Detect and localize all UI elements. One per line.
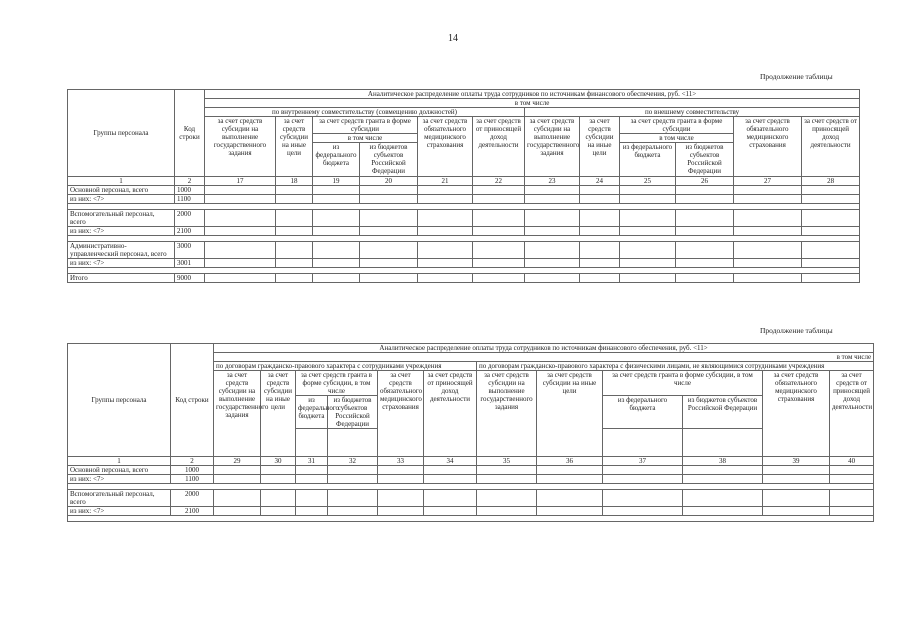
- cell: [261, 475, 296, 484]
- row-code: 9000: [175, 274, 205, 283]
- col-income: за счет средств от приносящей доход деятельности: [473, 117, 525, 177]
- col-oms-ext: за счет средств обязательного медицинского страхования: [763, 371, 830, 457]
- table-row: [68, 242, 860, 259]
- num-cell: 24: [580, 177, 620, 186]
- cell: [418, 195, 473, 204]
- header-group: Группы персонала: [68, 90, 175, 177]
- header-internal: по внутреннему совместительству (совмещению должностей): [205, 108, 525, 117]
- num-cell: 35: [477, 457, 537, 466]
- col-reg-ext: из бюджетов субъектов Российской Федерации: [676, 143, 734, 177]
- num-cell: 28: [802, 177, 860, 186]
- cell: [418, 186, 473, 195]
- cell: [525, 259, 580, 268]
- cell: [525, 186, 580, 195]
- cell: [477, 466, 537, 475]
- col-state-task: за счет средств субсидии на выполнение государственного задания: [205, 117, 276, 177]
- cell: [205, 227, 276, 236]
- cell: [261, 507, 296, 516]
- table-row: [68, 274, 860, 283]
- cell: [424, 475, 477, 484]
- row-code: 1000: [175, 186, 205, 195]
- cell: [683, 490, 763, 507]
- cell: [620, 195, 676, 204]
- cell: [328, 475, 378, 484]
- cell: [763, 507, 830, 516]
- col-state-task-ext: за счет средств субсидии на выполнение государственного задания: [477, 371, 537, 457]
- cell: [328, 507, 378, 516]
- staff-pay-table-1: [67, 89, 860, 283]
- num-cell: 27: [734, 177, 802, 186]
- cell: [683, 466, 763, 475]
- cell: [683, 507, 763, 516]
- cell: [802, 227, 860, 236]
- col-other-goals: за счет средств субсидии на иные цели: [261, 371, 296, 457]
- cell: [313, 227, 360, 236]
- continuation-label-top: Продолжение таблицы: [760, 72, 833, 81]
- cell: [603, 429, 683, 457]
- num-cell: 36: [537, 457, 603, 466]
- col-reg-ext: из бюджетов субъектов Российской Федерации: [683, 396, 763, 429]
- cell: [214, 490, 261, 507]
- cell: [360, 186, 418, 195]
- cell: [261, 466, 296, 475]
- cell: [830, 490, 874, 507]
- cell: [763, 475, 830, 484]
- cell: [580, 210, 620, 227]
- cell: [802, 274, 860, 283]
- cell: [473, 274, 525, 283]
- cell: [473, 195, 525, 204]
- cell: [802, 210, 860, 227]
- cell: [276, 186, 313, 195]
- num-cell: 23: [525, 177, 580, 186]
- row-label: Административно-управленческий персонал, всего: [68, 242, 175, 259]
- cell: [313, 195, 360, 204]
- cell: [418, 210, 473, 227]
- col-grant: за счет средств гранта в форме субсидии: [313, 117, 418, 134]
- col-other-goals-ext: за счет средств субсидии на иные цели: [537, 371, 603, 457]
- num-cell: 34: [424, 457, 477, 466]
- col-grant: за счет средств гранта в форме субсидии, в том числе: [296, 371, 378, 396]
- row-label: Основной персонал, всего: [68, 186, 175, 195]
- cell: [424, 466, 477, 475]
- col-state-task-ext: за счет средств субсидии на выполнение государственного задания: [525, 117, 580, 177]
- cell: [537, 490, 603, 507]
- cell: [205, 195, 276, 204]
- row-label: из них: <7>: [68, 195, 175, 204]
- cell: [418, 259, 473, 268]
- cell: [580, 242, 620, 259]
- row-code: 2000: [175, 210, 205, 227]
- num-cell: 25: [620, 177, 676, 186]
- cell: [313, 210, 360, 227]
- cell: [620, 227, 676, 236]
- cell: [525, 242, 580, 259]
- cell: [603, 490, 683, 507]
- cell: [580, 259, 620, 268]
- cell: [313, 242, 360, 259]
- cell: [525, 210, 580, 227]
- cell: [763, 466, 830, 475]
- page-number: 14: [448, 33, 458, 44]
- cell: [214, 475, 261, 484]
- cell: [296, 429, 328, 457]
- cell: [477, 490, 537, 507]
- cell: [802, 195, 860, 204]
- cell: [802, 186, 860, 195]
- cell: [418, 227, 473, 236]
- cell: [734, 227, 802, 236]
- cell: [580, 186, 620, 195]
- row-code: 2000: [171, 490, 214, 507]
- header-code: Код строки: [175, 90, 205, 177]
- cell: [378, 490, 424, 507]
- col-oms: за счет средств обязательного медицинского страхования: [418, 117, 473, 177]
- cell: [328, 490, 378, 507]
- cell: [378, 475, 424, 484]
- cell: [676, 195, 734, 204]
- table-row: [68, 490, 874, 507]
- cell: [802, 259, 860, 268]
- cell: [676, 227, 734, 236]
- cell: [328, 466, 378, 475]
- num-cell: 29: [214, 457, 261, 466]
- table-row: [68, 186, 860, 195]
- cell: [261, 490, 296, 507]
- cell: [276, 195, 313, 204]
- num-cell: 32: [328, 457, 378, 466]
- cell: [830, 466, 874, 475]
- cell: [424, 490, 477, 507]
- num-cell: 19: [313, 177, 360, 186]
- cell: [360, 274, 418, 283]
- cell: [313, 259, 360, 268]
- row-code: 1100: [175, 195, 205, 204]
- col-income-ext: за счет средств от приносящей доход деятельности: [830, 371, 874, 457]
- staff-pay-table-2: [67, 343, 874, 522]
- col-grant-ext: за счет средств гранта в форме субсидии: [620, 117, 734, 134]
- cell: [296, 507, 328, 516]
- col-grant-incl: в том числе: [313, 134, 418, 143]
- col-fed-ext: из федерального бюджета: [620, 143, 676, 177]
- col-fed-ext: из федерального бюджета: [603, 396, 683, 429]
- cell: [683, 429, 763, 457]
- cell: [802, 242, 860, 259]
- cell: [424, 507, 477, 516]
- table-row: [68, 507, 874, 516]
- cell: [360, 227, 418, 236]
- col-grant-ext: за счет средств гранта в форме субсидии, в том числе: [603, 371, 763, 396]
- col-state-task: за счет средств субсидии на выполнение государственного задания: [214, 371, 261, 457]
- row-label: Итого: [68, 274, 175, 283]
- row-label: Вспомогательный персонал, всего: [68, 490, 171, 507]
- cell: [360, 210, 418, 227]
- row-label: из них: <7>: [68, 507, 171, 516]
- col-oms: за счет средств обязательного медицинского страхования: [378, 371, 424, 457]
- col-reg: из бюджетов субъектов Российской Федерации: [360, 143, 418, 177]
- num-cell: 20: [360, 177, 418, 186]
- num-cell: 1: [68, 177, 175, 186]
- cell: [537, 475, 603, 484]
- cell: [580, 227, 620, 236]
- row-code: 2100: [171, 507, 214, 516]
- cell: [830, 475, 874, 484]
- cell: [313, 274, 360, 283]
- cell: [603, 475, 683, 484]
- cell: [328, 429, 378, 457]
- cell: [620, 242, 676, 259]
- cell: [418, 242, 473, 259]
- row-code: 3001: [175, 259, 205, 268]
- num-cell: 18: [276, 177, 313, 186]
- table-row: [68, 259, 860, 268]
- cell: [683, 475, 763, 484]
- row-label: Основной персонал, всего: [68, 466, 171, 475]
- num-cell: 39: [763, 457, 830, 466]
- row-label: из них: <7>: [68, 475, 171, 484]
- num-cell: 22: [473, 177, 525, 186]
- row-code: 1000: [171, 466, 214, 475]
- header-incl: в том числе: [205, 99, 860, 108]
- cell: [276, 259, 313, 268]
- table-row: [68, 210, 860, 227]
- num-cell: 38: [683, 457, 763, 466]
- col-reg: из бюджетов субъектов Российской Федерации: [328, 396, 378, 429]
- cell: [603, 466, 683, 475]
- num-cell: 26: [676, 177, 734, 186]
- header-gph-individuals: по договорам гражданско-правового характера с физическими лицами, не являющимися сотрудниками учреждения: [477, 362, 874, 371]
- col-other-goals: за счет средств субсидии на иные цели: [276, 117, 313, 177]
- cell: [620, 259, 676, 268]
- cell: [473, 242, 525, 259]
- row-label: Вспомогательный персонал, всего: [68, 210, 175, 227]
- cell: [525, 227, 580, 236]
- header-main: Аналитическое распределение оплаты труда сотрудников по источникам финансового обеспечения, руб. <11>: [214, 344, 874, 353]
- cell: [477, 507, 537, 516]
- continuation-label-bottom: Продолжение таблицы: [760, 326, 833, 335]
- cell: [276, 274, 313, 283]
- row-code: 1100: [171, 475, 214, 484]
- cell: [473, 259, 525, 268]
- row-code: 3000: [175, 242, 205, 259]
- cell: [473, 186, 525, 195]
- cell: [676, 186, 734, 195]
- col-fed: из федерального бюджета: [296, 396, 328, 429]
- cell: [734, 259, 802, 268]
- cell: [603, 507, 683, 516]
- col-other-goals-ext: за счет средств субсидии на иные цели: [580, 117, 620, 177]
- spacer-row: [68, 516, 874, 522]
- cell: [214, 507, 261, 516]
- cell: [525, 195, 580, 204]
- num-cell: 37: [603, 457, 683, 466]
- header-incl: в том числе: [214, 353, 874, 362]
- col-grant-incl-ext: в том числе: [620, 134, 734, 143]
- table-row: [68, 195, 860, 204]
- num-cell: 33: [378, 457, 424, 466]
- cell: [734, 195, 802, 204]
- cell: [620, 274, 676, 283]
- col-income: за счет средств от приносящей доход деятельности: [424, 371, 477, 457]
- row-label: из них: <7>: [68, 259, 175, 268]
- cell: [378, 466, 424, 475]
- num-cell: 2: [171, 457, 214, 466]
- num-cell: 21: [418, 177, 473, 186]
- cell: [296, 475, 328, 484]
- cell: [734, 210, 802, 227]
- cell: [205, 242, 276, 259]
- num-cell: 40: [830, 457, 874, 466]
- cell: [296, 490, 328, 507]
- cell: [763, 490, 830, 507]
- table-row: [68, 466, 874, 475]
- header-group: Группы персонала: [68, 344, 171, 457]
- cell: [418, 274, 473, 283]
- cell: [313, 186, 360, 195]
- cell: [276, 227, 313, 236]
- cell: [276, 242, 313, 259]
- num-cell: 30: [261, 457, 296, 466]
- cell: [296, 466, 328, 475]
- cell: [473, 227, 525, 236]
- row-label: из них: <7>: [68, 227, 175, 236]
- cell: [537, 507, 603, 516]
- cell: [473, 210, 525, 227]
- cell: [734, 242, 802, 259]
- header-code: Код строки: [171, 344, 214, 457]
- col-oms-ext: за счет средств обязательного медицинского страхования: [734, 117, 802, 177]
- cell: [205, 210, 276, 227]
- cell: [537, 466, 603, 475]
- cell: [360, 259, 418, 268]
- cell: [734, 186, 802, 195]
- cell: [360, 195, 418, 204]
- cell: [525, 274, 580, 283]
- cell: [676, 259, 734, 268]
- cell: [580, 274, 620, 283]
- cell: [276, 210, 313, 227]
- cell: [830, 507, 874, 516]
- cell: [205, 186, 276, 195]
- cell: [205, 259, 276, 268]
- num-cell: 17: [205, 177, 276, 186]
- header-gph-staff: по договорам гражданско-правового характера с сотрудниками учреждения: [214, 362, 477, 371]
- cell: [676, 242, 734, 259]
- cell: [378, 507, 424, 516]
- col-income-ext: за счет средств от приносящей доход деятельности: [802, 117, 860, 177]
- header-main: Аналитическое распределение оплаты труда сотрудников по источникам финансового обеспечения, руб. <11>: [205, 90, 860, 99]
- cell: [214, 466, 261, 475]
- row-code: 2100: [175, 227, 205, 236]
- cell: [734, 274, 802, 283]
- table-row: [68, 475, 874, 484]
- cell: [477, 475, 537, 484]
- cell: [620, 186, 676, 195]
- num-cell: 2: [175, 177, 205, 186]
- num-cell: 31: [296, 457, 328, 466]
- cell: [360, 242, 418, 259]
- col-fed: из федерального бюджета: [313, 143, 360, 177]
- table-row: [68, 227, 860, 236]
- header-external: по внешнему совместительству: [525, 108, 860, 117]
- cell: [676, 210, 734, 227]
- cell: [205, 274, 276, 283]
- num-cell: 1: [68, 457, 171, 466]
- cell: [580, 195, 620, 204]
- cell: [620, 210, 676, 227]
- cell: [676, 274, 734, 283]
